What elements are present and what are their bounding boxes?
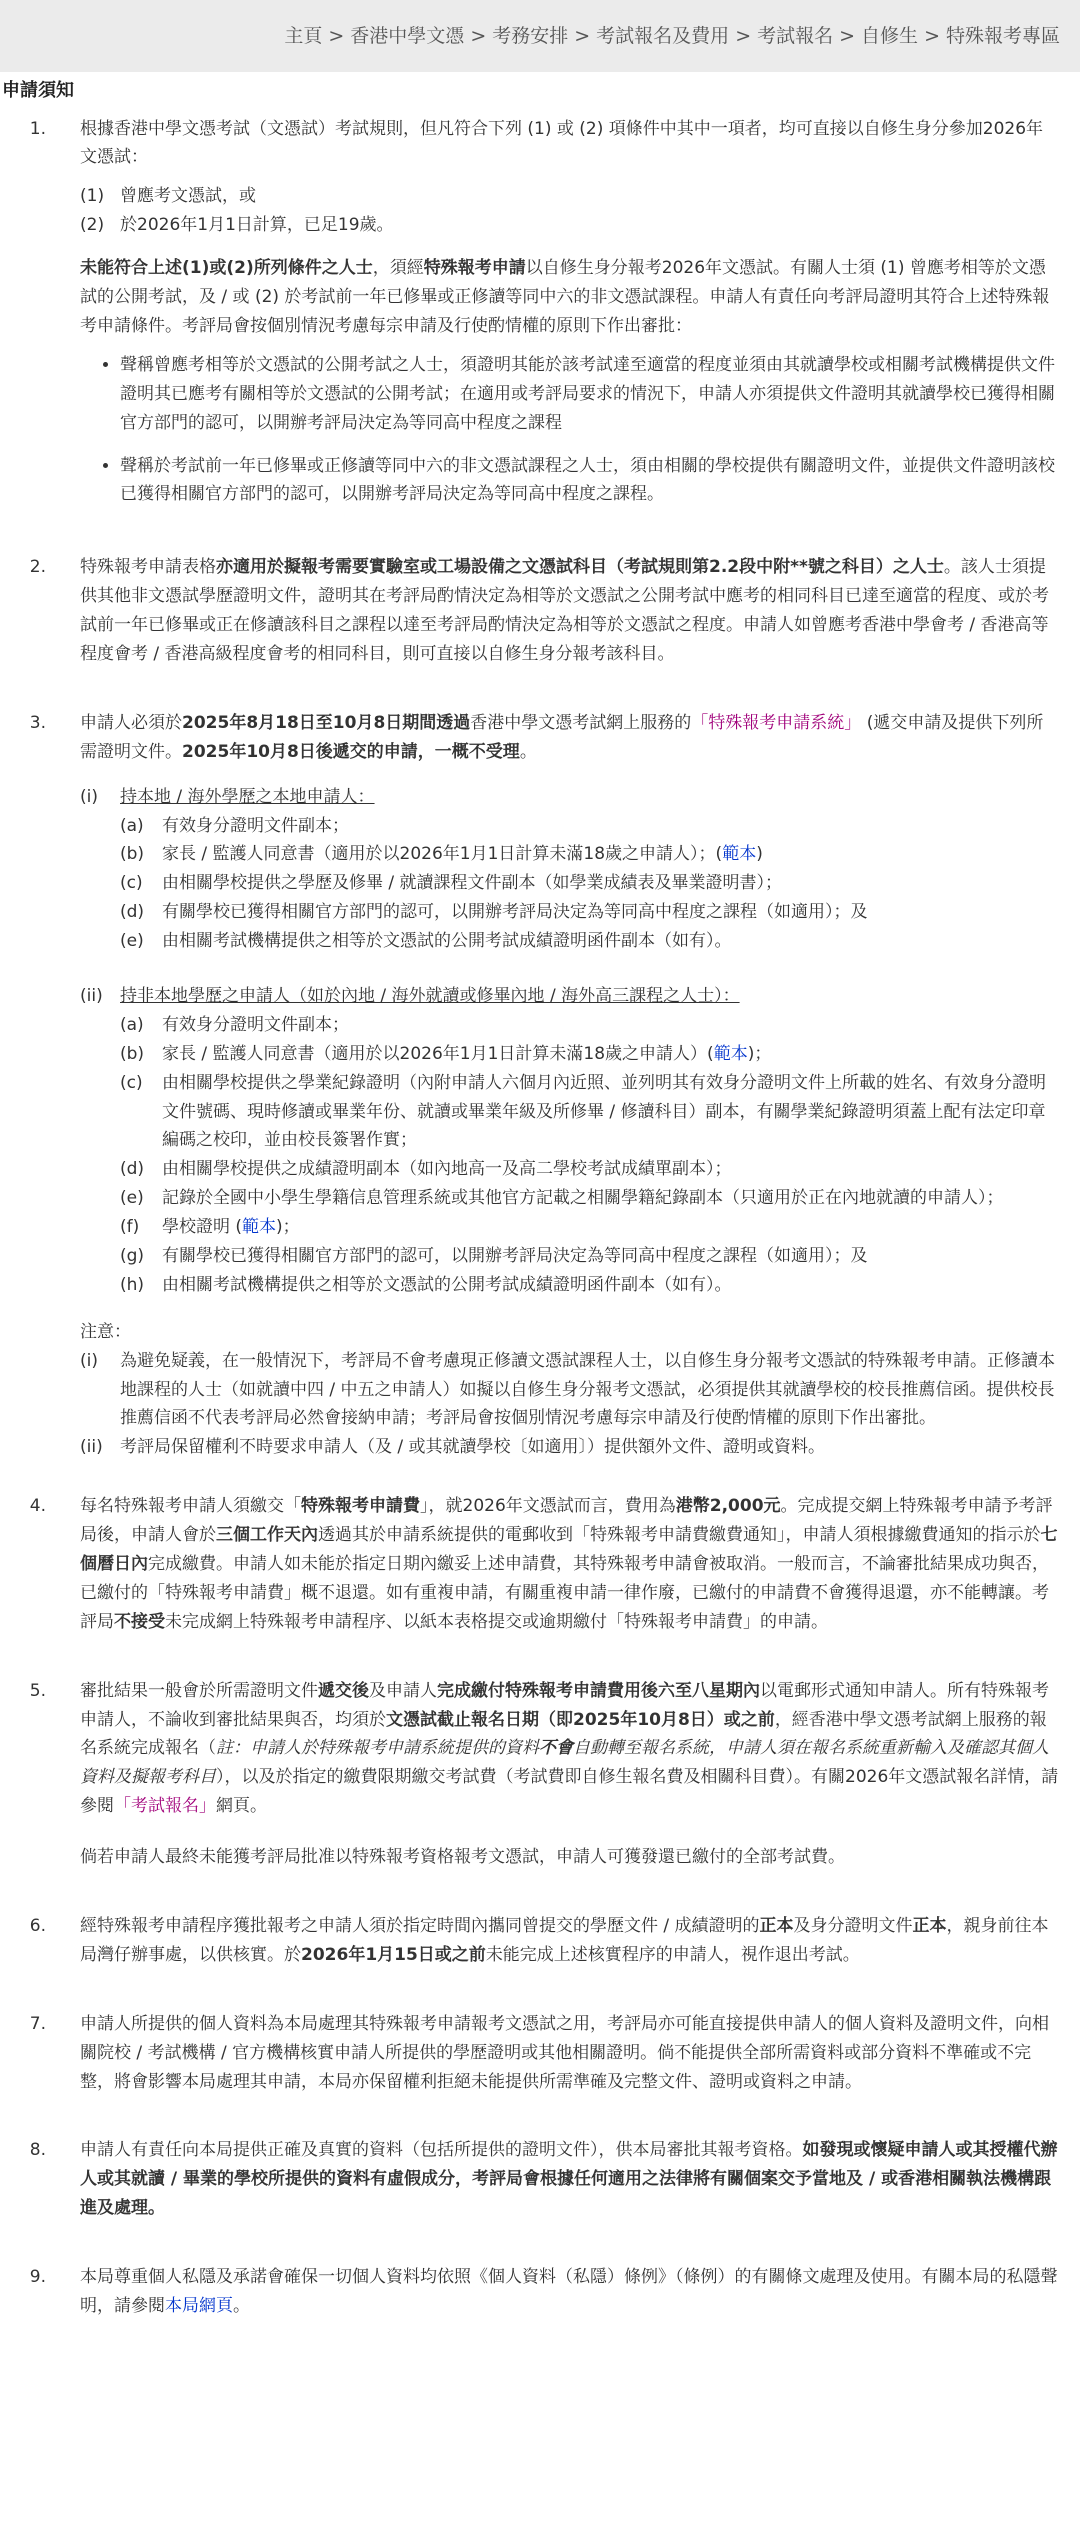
breadcrumb-separator: >: [839, 25, 856, 47]
item5-text: 審批結果一般會於所需證明文件遞交後及申請人完成繳付特殊報考申請費用後六至八星期內以電郵形式通知申請人。所有特殊報考申請人，不論收到審批結果與否，均須於文憑試截止報名日期（即2025年10月8日）或之前，經香港中學文憑考試網上服務的報名系統完成報名（註：申請人於特殊報考申請系統提供的資料不會自動轉至報名系統，申請人須在報名系統重新輸入及確認其個人資料及擬報考科目），以及於指定的繳費限期繳交考試費（考試費即自修生報名費及相關科目費）。有關2026年文憑試報名詳情，請參閱「考試報名」網頁。: [80, 1680, 1059, 1817]
list-item: (c) 由相關學校提供之學業紀錄證明（內附申請人六個月內近照、並列明其有效身分證明文件上所載的姓名、有效身分證明文件號碼、現時修讀或畢業年份、就讀或畢業年級及所修畢 / 修讀科目）副本，有關學業紀錄證明須蓋上配有法定印章編碼之校印，並由校長簽署作實；: [120, 1072, 1046, 1151]
item3-text: 申請人必須於2025年8月18日至10月8日期間透過香港中學文憑考試網上服務的「特殊報考申請系統」 (遞交申請及提供下列所需證明文件。2025年10月8日後遞交的申請，一概不受理。: [80, 712, 1044, 762]
list-item: • 聲稱於考試前一年已修畢或正修讀等同中六的非文憑試課程之人士，須由相關的學校提供有關證明文件，並提供文件證明該校已獲得相關官方部門的認可，以開辦考評局決定為等同高中程度之課程。: [120, 452, 1060, 510]
breadcrumb-hkdse[interactable]: 香港中學文憑: [350, 25, 465, 47]
item-number: 1.: [29, 118, 46, 139]
item5-refund-text: 倘若申請人最終未能獲考評局批准以特殊報考資格報考文憑試，申請人可獲發還已繳付的全部考試費。: [80, 1847, 845, 1868]
note-item-4: [0, 1492, 1060, 1646]
item-number: 3.: [29, 712, 46, 733]
notes-content: [0, 115, 1080, 2331]
note-item-5: [0, 1677, 1060, 1882]
breadcrumb: [0, 0, 1080, 72]
breadcrumb-separator: >: [574, 25, 591, 47]
list-item: (f) 學校證明 (範本)；: [120, 1217, 300, 1238]
list-item: (g) 有關學校已獲得相關官方部門的認可，以開辦考評局決定為等同高中程度之課程（如適用）；及: [120, 1245, 868, 1266]
item-number: 7.: [29, 2013, 46, 2034]
breadcrumb-entries[interactable]: 考試報名: [757, 25, 834, 47]
item6-text: 經特殊報考申請程序獲批報考之申請人須於指定時間內攜同曾提交的學歷文件 / 成績證明的正本及身分證明文件正本，親身前往本局灣仔辦事處，以供核實。於2026年1月15日或之前未能完成上述核實程序的申請人，視作退出考試。: [80, 1916, 1049, 1965]
item-number: 8.: [29, 2140, 46, 2161]
list-item: (a) 有效身分證明文件副本；: [120, 1014, 349, 1035]
note-item-1: [0, 115, 1060, 524]
list-item: (a) 有效身分證明文件副本；: [120, 815, 349, 836]
note-item-3: [0, 709, 1060, 1462]
item1-intro: 根據香港中學文憑考試（文憑試）考試規則，但凡符合下列 (1) 或 (2) 項條件中其中一項者，均可直接以自修生身分參加2026年文憑試：: [80, 118, 1044, 168]
item-number: 4.: [29, 1496, 46, 1517]
sample-link[interactable]: 範本: [242, 1217, 277, 1238]
breadcrumb-separator: >: [924, 25, 940, 47]
note-item-7: [0, 2010, 1060, 2107]
item8-text: 申請人有責任向本局提供正確及真實的資料（包括所提供的證明文件），供本局審批其報考資格。如發現或懷疑申請人或其授權代辦人或其就讀 / 畢業的學校所提供的資料有虛假成分，考評局會根據任何適用之法律將有關個案交予當地及 / 或香港相關執法機構跟進及處理。: [80, 2140, 1058, 2219]
item1-special-entry-paragraph: 未能符合上述(1)或(2)所列條件之人士，須經特殊報考申請以自修生身分報考2026年文憑試。有關人士須 (1) 曾應考相等於文憑試的公開考試，及 / 或 (2) 於考試前一年已修畢或正修讀等同中六的非文憑試課程。申請人有責任向考評局證明其符合上述特殊報考申請條件。考評局會按個別情況考慮每宗申請及行使酌情權的原則下作出審批：: [80, 258, 1050, 336]
special-entry-system-link[interactable]: 「特殊報考申請系統」: [691, 712, 862, 733]
sample-link[interactable]: 範本: [722, 844, 757, 865]
item9-text: 本局尊重個人私隱及承諾會確保一切個人資料均依照《個人資料（私隱）條例》（條例）的有關條文處理及使用。有關本局的私隱聲明，請參閱本局網頁。: [80, 2267, 1058, 2317]
breadcrumb-exam-admin[interactable]: 考務安排: [492, 25, 569, 47]
sample-link[interactable]: 範本: [713, 1043, 748, 1064]
breadcrumb-separator: >: [470, 25, 487, 47]
breadcrumb-home[interactable]: 主頁: [284, 25, 323, 47]
breadcrumb-entries-fees[interactable]: 考試報名及費用: [596, 25, 730, 47]
note-item-6: [0, 1912, 1060, 1980]
condition-2: (2) 於2026年1月1日計算，已足19歲。: [80, 215, 394, 236]
list-item: (b) 家長 / 監護人同意書（適用於以2026年1月1日計算未滿18歲之申請人）；(範本): [120, 844, 763, 865]
breadcrumb-separator: >: [328, 25, 345, 47]
list-item: (e) 由相關考試機構提供之相等於文憑試的公開考試成績證明函件副本（如有）。: [120, 931, 732, 952]
note-item-2: [0, 553, 1060, 679]
group-title: 持本地 / 海外學歷之本地申請人：: [120, 786, 375, 807]
exam-entries-link[interactable]: 「考試報名」: [114, 1796, 216, 1817]
note-item-8: [0, 2136, 1060, 2233]
privacy-page-link[interactable]: 本局網頁: [165, 2296, 233, 2317]
group-title: 持非本地學歷之申請人（如於內地 / 海外就讀或修畢內地 / 海外高三課程之人士）：: [120, 985, 740, 1006]
list-item: (i) 為避免疑義，在一般情況下，考評局不會考慮現正修讀文憑試課程人士，以自修生身分報考文憑試的特殊報考申請。正修讀本地課程的人士（如就讀中四 / 中五之申請人）如擬以自修生身分報考文憑試，必須提供其就讀學校的校長推薦信函。提供校長推薦信函不代表考評局必然會接納申請；考評局會按個別情況考慮每宗申請及行使酌情權的原則下作出審批。: [80, 1350, 1055, 1429]
list-item: (e) 記錄於全國中小學生學籍信息管理系統或其他官方記載之相關學籍紀錄副本（只適用於正在內地就讀的申請人）；: [120, 1188, 1004, 1209]
item-number: 9.: [29, 2267, 46, 2288]
list-item: (b) 家長 / 監護人同意書（適用於以2026年1月1日計算未滿18歲之申請人）(範本)；: [120, 1043, 772, 1064]
condition-1: (1) 曾應考文憑試，或: [80, 186, 256, 207]
list-item: (d) 由相關學校提供之成績證明副本（如內地高一及高二學校考試成績單副本）；: [120, 1159, 732, 1180]
list-item: (ii) 考評局保留權利不時要求申請人（及 / 或其就讀學校〔如適用〕）提供額外文件、證明或資料。: [80, 1437, 826, 1458]
list-item: (d) 有關學校已獲得相關官方部門的認可，以開辦考評局決定為等同高中程度之課程（如適用）；及: [120, 902, 868, 923]
criteria-list: [80, 351, 1060, 509]
list-item: • 聲稱曾應考相等於文憑試的公開考試之人士，須證明其能於該考試達至適當的程度並須由其就讀學校或相關考試機構提供文件證明其已應考有關相等於文憑試的公開考試；在適用或考評局要求的情況下，申請人亦須提供文件證明其就讀學校已獲得相關官方部門的認可，以開辦考評局決定為等同高中程度之課程: [120, 351, 1060, 438]
item-number: 5.: [29, 1680, 46, 1701]
item-number: 6.: [29, 1916, 46, 1937]
breadcrumb-private-candidates[interactable]: 自修生: [861, 25, 919, 47]
non-local-applicants-group: (ii) 持非本地學歷之申請人（如於內地 / 海外就讀或修畢內地 / 海外高三課程之人士）： (a) 有效身分證明文件副本； (b) 家長 / 監護人同意書（適用於以2026年1月1日計算未滿18歲之申請人）(範本)； (c) 由相關學校提供之學業紀錄證明（內附申請人六個月內近照、並列明其有效身分證明文件上所載的姓名、有效身分證明文件號碼、現時修讀或畢業年份、就讀或畢業年級及所修畢 / 修讀科目）副本，有關學業紀錄證明須蓋上配有法定印章編碼之校印，並由校長簽署作實； (d) 由相關學校提供之成績證明副本（如內地高一及高二學校考試成績單副本）； (e) 記錄於全國中小學生學籍信息管理系統或其他官方記載之相關學籍紀錄副本（只適用於正在內地就讀的申請人）； (f) 學校證明 (範本)； (g) 有關學校已獲得相關官方部門的認可，以開辦考評局決定為等同高中程度之課程（如適用）；及 (h) 由相關考試機構提供之相等於文憑試的公開考試成績證明函件副本（如有）。: [80, 982, 1060, 1300]
list-item: (c) 由相關學校提供之學歷及修畢 / 就讀課程文件副本（如學業成績表及畢業證明書）；: [120, 873, 783, 894]
item7-text: 申請人所提供的個人資料為本局處理其特殊報考申請報考文憑試之用，考評局亦可能直接提供申請人的個人資料及證明文件，向相關院校 / 考試機構 / 官方機構核實申請人所提供的學歷證明或其他相關證明。倘不能提供全部所需資料或部分資料不準確或不完整，將會影響本局處理其申請，本局亦保留權利拒絕未能提供所需準確及完整文件、證明或資料之申請。: [80, 2013, 1049, 2092]
item4-text: 每名特殊報考申請人須繳交「特殊報考申請費」，就2026年文憑試而言，費用為港幣2,000元。完成提交網上特殊報考申請予考評局後，申請人會於三個工作天內透過其於申請系統提供的電郵收到「特殊報考申請費繳費通知」，申請人須根據繳費通知的指示於七個曆日內完成繳費。申請人如未能於指定日期內繳妥上述申請費，其特殊報考申請會被取消。一般而言，不論審批結果成功與否，已繳付的「特殊報考申請費」概不退還。如有重複申請，有關重複申請一律作廢，已繳付的申請費不會獲得退還，亦不能轉讓。考評局不接受未完成網上特殊報考申請程序、以紙本表格提交或逾期繳付「特殊報考申請費」的申請。: [80, 1496, 1058, 1632]
note-item-9: [0, 2263, 1060, 2331]
local-applicants-group: (i) 持本地 / 海外學歷之本地申請人： (a) 有效身分證明文件副本； (b) 家長 / 監護人同意書（適用於以2026年1月1日計算未滿18歲之申請人）；(範本) (c) 由相關學校提供之學歷及修畢 / 就讀課程文件副本（如學業成績表及畢業證明書）； (d) 有關學校已獲得相關官方部門的認可，以開辦考評局決定為等同高中程度之課程（如適用）；及 (e) 由相關考試機構提供之相等於文憑試的公開考試成績證明函件副本（如有）。: [80, 783, 1060, 956]
breadcrumb-separator: >: [735, 25, 752, 47]
breadcrumb-current: 特殊報考專區: [945, 25, 1060, 47]
notice-title: 注意：: [80, 1321, 131, 1342]
list-item: (h) 由相關考試機構提供之相等於文憑試的公開考試成績證明函件副本（如有）。: [120, 1274, 732, 1295]
item2-text: 特殊報考申請表格亦適用於擬報考需要實驗室或工場設備之文憑試科目（考試規則第2.2段中附**號之科目）之人士。該人士須提供其他非文憑試學歷證明文件，證明其在考評局酌情決定為相等於文憑試之公開考試中應考的相同科目已達至適當的程度、或於考試前一年已修畢或正在修讀該科目之課程以達至考評局酌情決定為相等於文憑試之程度。申請人如曾應考香港中學會考 / 香港高等程度會考 / 香港高級程度會考的相同科目，則可直接以自修生身分報考該科目。: [80, 557, 1049, 664]
page-title: 申請須知: [2, 80, 74, 101]
item-number: 2.: [29, 557, 46, 578]
